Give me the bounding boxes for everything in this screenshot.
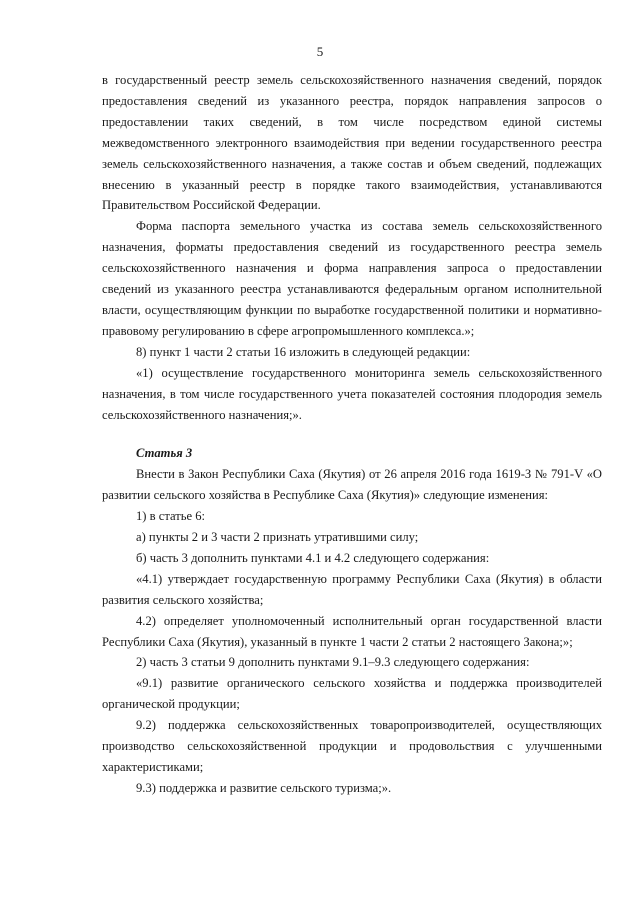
paragraph-amend-law: Внести в Закон Республики Саха (Якутия) от 26 апреля 2016 года 1619-З № 791-V «О развитии сельского хозяйства в Республике Саха (Якутия)» следующие изменения: (102, 467, 602, 503)
page-number: 5 (316, 44, 324, 59)
paragraph-item-9-2: 9.2) поддержка сельскохозяйственных товаропроизводителей, осуществляющих производство сельскохозяйственной продукции и продовольствия с улучшенными характеристиками; (102, 718, 602, 774)
paragraph-item-8: 8) пункт 1 части 2 статьи 16 изложить в следующей редакции: (136, 344, 471, 359)
paragraph-article-9: 2) часть 3 статьи 9 дополнить пунктами 9.1–9.3 следующего содержания: (136, 655, 530, 670)
document-body (102, 70, 602, 799)
paragraph-passport-form: Форма паспорта земельного участка из состава земель сельскохозяйственного назначения, форматы предоставления сведений из государственного реестра земель сельскохозяйственного назначения и форма направления запроса о предоставлении сведений из указанного реестра устанавливаются федеральным органом исполнительной власти, осуществляющим функции по выработке государственной политики и нормативно-правовому регулированию в сфере агропромышленного комплекса.»; (102, 219, 602, 338)
paragraph-item-a: а) пункты 2 и 3 части 2 признать утратившими силу; (136, 530, 419, 545)
paragraph-item-4-1: «4.1) утверждает государственную программу Республики Саха (Якутия) в области развития сельского хозяйства; (102, 571, 602, 607)
paragraph-monitoring: «1) осуществление государственного мониторинга земель сельскохозяйственного назначения, в том числе государственного учета показателей состояния плодородия земель сельскохозяйственного назначения;». (102, 365, 602, 422)
paragraph-item-9-3: 9.3) поддержка и развитие сельского туризма;». (136, 780, 392, 795)
article-heading: Статья 3 (136, 446, 193, 461)
section-gap (102, 425, 602, 443)
paragraph-item-b: б) часть 3 дополнить пунктами 4.1 и 4.2 следующего содержания: (136, 550, 490, 565)
paragraph-registry-procedure: в государственный реестр земель сельскохозяйственного назначения сведений, порядок предоставления сведений из указанного реестра, порядок направления запросов о предоставлении таких сведений, в том числе посредством единой системы межведомственного электронного взаимодействия при ведении государственного реестра земель сельскохозяйственного назначения, а также состав и объем сведений, подлежащих внесению в указанный реестр в порядке такого взаимодействия, устанавливаются Правительством Российской Федерации. (102, 73, 602, 213)
paragraph-article-6: 1) в статье 6: (136, 509, 206, 524)
paragraph-item-4-2: 4.2) определяет уполномоченный исполнительный орган государственной власти Республики Саха (Якутия), указанный в пункте 1 части 2 статьи 2 настоящего Закона;»; (102, 613, 602, 649)
paragraph-item-9-1: «9.1) развитие органического сельского хозяйства и поддержка производителей органической продукции; (102, 676, 602, 712)
